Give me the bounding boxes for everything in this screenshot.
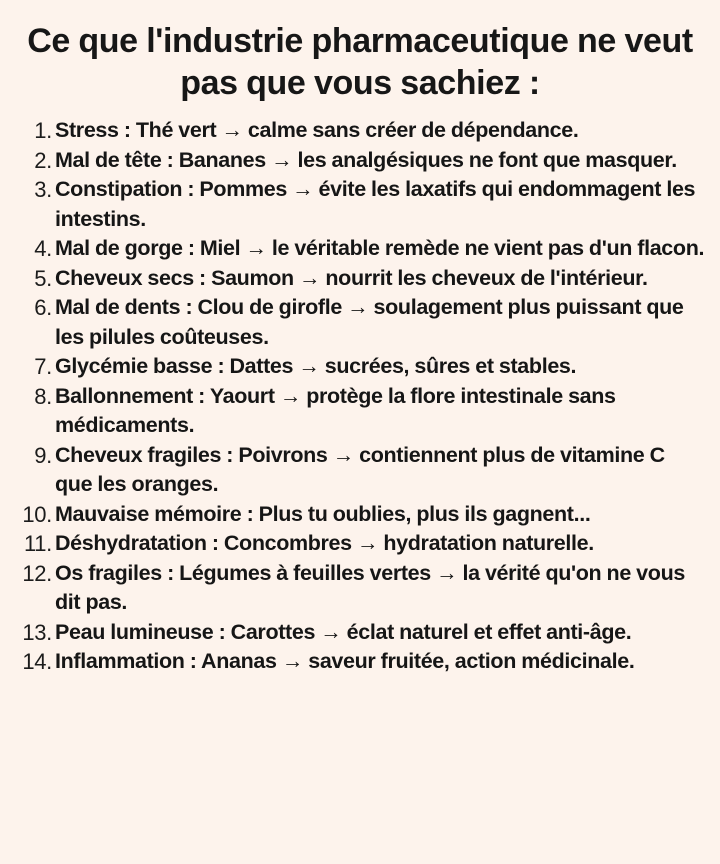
- list-item: [14, 264, 706, 294]
- list-item: [14, 618, 706, 648]
- list-item-text: Mal de tête : Bananes → les analgésiques ne font que masquer.: [55, 147, 677, 172]
- list-item-number: 7.: [34, 354, 52, 379]
- list-item-text: Peau lumineuse : Carottes → éclat naturel et effet anti-âge.: [55, 619, 632, 644]
- list-item: [14, 116, 706, 146]
- list-item-text: Cheveux fragiles : Poivrons → contiennent plus de vitamine C que les oranges.: [55, 442, 665, 496]
- list-item-text: Constipation : Pommes → évite les laxatifs qui endommagent les intestins.: [55, 177, 696, 231]
- list-item-text: Stress : Thé vert → calme sans créer de dépendance.: [55, 118, 579, 142]
- list-item: [14, 529, 706, 559]
- list-item-text: Ballonnement : Yaourt → protège la flore intestinale sans médicaments.: [55, 383, 616, 437]
- list-item-text: Glycémie basse : Dattes → sucrées, sûres et stables.: [55, 354, 577, 378]
- page-title: Ce que l'industrie pharmaceutique ne veut pas que vous sachiez :: [27, 22, 693, 102]
- list-item-number: 11.: [23, 531, 52, 556]
- list-item-number: 8.: [34, 383, 52, 409]
- list-item-number: 2.: [34, 147, 52, 173]
- list-item: [14, 293, 706, 352]
- list-item-text: Mauvaise mémoire : Plus tu oublies, plus ils gagnent...: [55, 501, 591, 526]
- list-item: [14, 382, 706, 441]
- list-item-text: Inflammation : Ananas → saveur fruitée, action médicinale.: [55, 649, 635, 673]
- list-item-number: 4.: [34, 236, 52, 261]
- list-item-text: Déshydratation : Concombres → hydratation naturelle.: [55, 531, 594, 555]
- list-item: [14, 234, 706, 264]
- list-item: [14, 146, 706, 176]
- list-item: [14, 352, 706, 382]
- list-item-text: Cheveux secs : Saumon → nourrit les cheveux de l'intérieur.: [55, 265, 648, 290]
- list-item: [14, 500, 706, 530]
- list-item-number: 9.: [34, 442, 52, 468]
- list-item-number: 3.: [34, 177, 52, 202]
- list-item-number: 10.: [22, 501, 52, 527]
- list-item-number: 12.: [22, 560, 52, 586]
- tips-list: [0, 110, 720, 677]
- list-item-number: 5.: [34, 265, 52, 291]
- list-item: [14, 175, 706, 234]
- list-item-number: 13.: [22, 619, 52, 645]
- list-item-text: Mal de gorge : Miel → le véritable remède ne vient pas d'un flacon.: [55, 236, 705, 260]
- list-item-number: 1.: [34, 118, 52, 143]
- list-item: [14, 559, 706, 618]
- list-item: [14, 441, 706, 500]
- list-item-number: 6.: [34, 295, 52, 320]
- list-item: [14, 647, 706, 677]
- list-item-number: 14.: [22, 649, 52, 674]
- list-item-text: Os fragiles : Légumes à feuilles vertes → la vérité qu'on ne vous dit pas.: [55, 560, 685, 614]
- list-item-text: Mal de dents : Clou de girofle → soulagement plus puissant que les pilules coûteuses.: [55, 295, 684, 349]
